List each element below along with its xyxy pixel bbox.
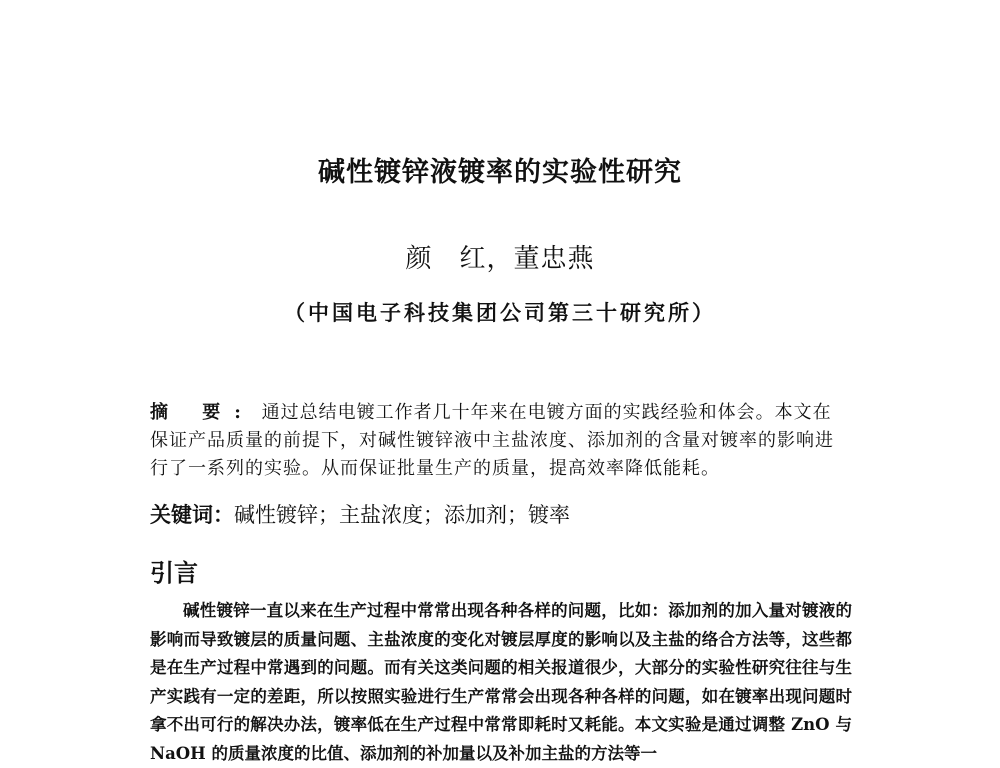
abstract [150, 399, 850, 483]
abstract-label: 摘 要: [150, 402, 255, 423]
section-heading-intro: 引言 [150, 558, 198, 587]
intro-paragraph: 碱性镀锌一直以来在生产过程中常常出现各种各样的问题，比如：添加剂的加入量对镀液的影响而导致镀层的质量问题、主盐浓度的变化对镀层厚度的影响以及主盐的络合方法等，这些都是在生产过程中常遇到的问题。而有关这类问题的相关报道很少，大部分的实验性研究往往与生产实践有一定的差距，所以按照实验进行生产常常会出现各种各样的问题，如在镀率出现问题时拿不出可行的解决办法，镀率低在生产过程中常常即耗时又耗能。本文实验是通过调整 ZnO 与 NaOH 的质量浓度的比值、添加剂的补加量以及补加主盐的方法等一 [150, 601, 852, 763]
paper-affiliation: （中国电子科技集团公司第三十研究所） [284, 300, 716, 325]
paper-authors: 颜 红，董忠燕 [405, 244, 595, 274]
paper-title: 碱性镀锌液镀率的实验性研究 [318, 157, 682, 188]
keywords [150, 499, 870, 529]
keywords-label: 关键词： [150, 502, 234, 527]
abstract-text: 通过总结电镀工作者几十年来在电镀方面的实践经验和体会。本文在保证产品质量的前提下，对碱性镀锌液中主盐浓度、添加剂的含量对镀率的影响进行了一系列的实验。从而保证批量生产的质量，提高效率降低能耗。 [150, 402, 834, 479]
keywords-text: 碱性镀锌；主盐浓度；添加剂；镀率 [234, 503, 570, 527]
